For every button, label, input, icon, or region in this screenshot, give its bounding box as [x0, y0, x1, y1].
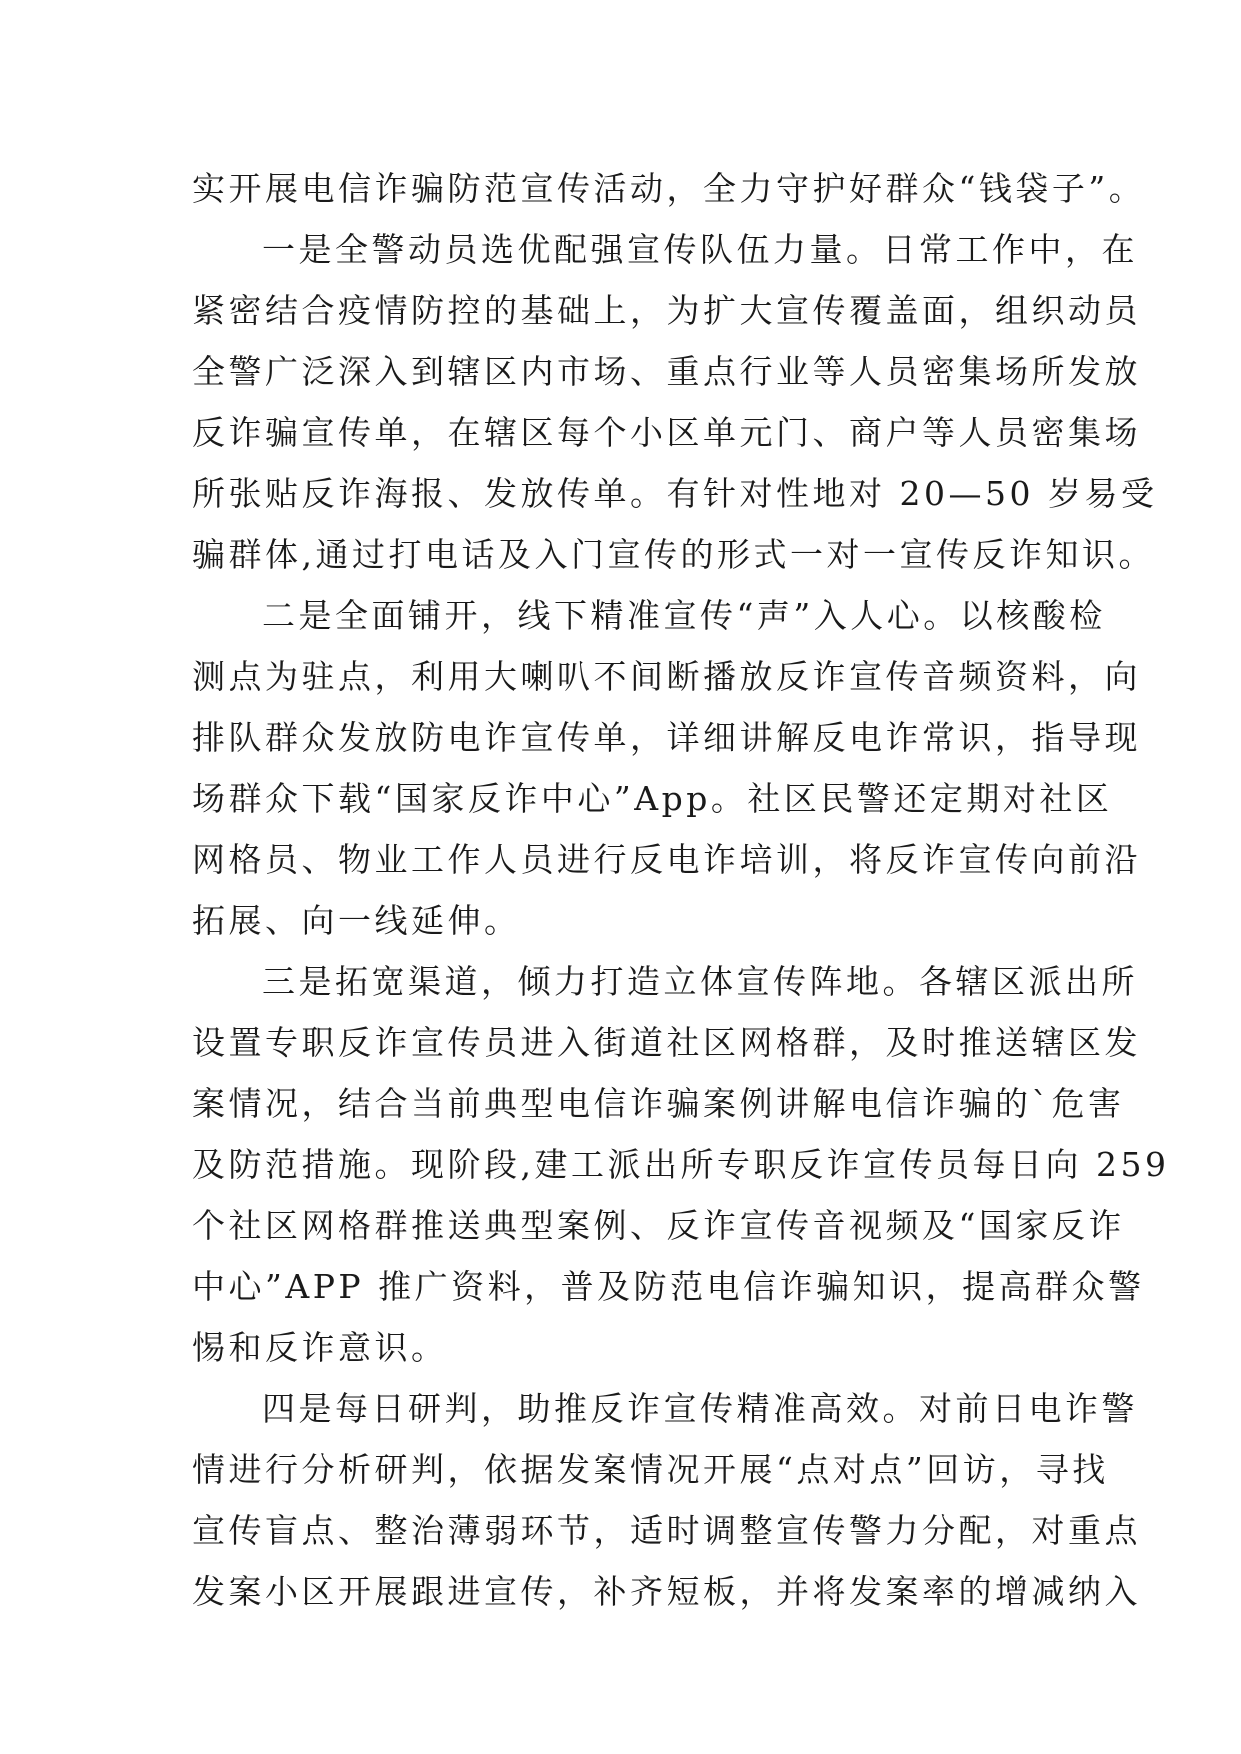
text-line: 反诈骗宣传单，在辖区每个小区单元门、商户等人员密集场	[192, 413, 1141, 452]
text-line: 情进行分析研判，依据发案情况开展“点对点”回访，寻找	[192, 1450, 1109, 1489]
text-line: 实开展电信诈骗防范宣传活动，全力守护好群众“钱袋子”。	[192, 169, 1146, 208]
paragraph-start-line: 二是全面铺开，线下精准宣传“声”入人心。以核酸检	[262, 596, 1106, 635]
text-line: 案情况，结合当前典型电信诈骗案例讲解电信诈骗的`危害	[192, 1084, 1125, 1123]
text-line: 个社区网格群推送典型案例、反诈宣传音视频及“国家反诈	[192, 1206, 1125, 1245]
text-line: 设置专职反诈宣传员进入街道社区网格群，及时推送辖区发	[192, 1023, 1141, 1062]
text-line: 测点为驻点，利用大喇叭不间断播放反诈宣传音频资料，向	[192, 657, 1141, 696]
text-line: 宣传盲点、整治薄弱环节，适时调整宣传警力分配，对重点	[192, 1511, 1141, 1550]
text-line: 全警广泛深入到辖区内市场、重点行业等人员密集场所发放	[192, 352, 1141, 391]
text-line: 场群众下载“国家反诈中心”App。社区民警还定期对社区	[192, 779, 1113, 818]
text-line: 发案小区开展跟进宣传，补齐短板，并将发案率的增减纳入	[192, 1572, 1141, 1611]
paragraph-start-line: 三是拓宽渠道，倾力打造立体宣传阵地。各辖区派出所	[262, 962, 1138, 1001]
text-line: 及防范措施。现阶段,建工派出所专职反诈宣传员每日向 259	[192, 1145, 1170, 1184]
paragraph-start-line: 四是每日研判，助推反诈宣传精准高效。对前日电诈警	[262, 1389, 1138, 1428]
text-line: 网格员、物业工作人员进行反电诈培训，将反诈宣传向前沿	[192, 840, 1141, 879]
body-text	[192, 158, 1170, 1622]
text-line: 紧密结合疫情防控的基础上，为扩大宣传覆盖面，组织动员	[192, 291, 1141, 330]
text-line: 拓展、向一线延伸。	[192, 901, 521, 940]
text-line: 中心”APP 推广资料，普及防范电信诈骗知识，提高群众警	[192, 1267, 1145, 1306]
paragraph-start-line: 一是全警动员选优配强宣传队伍力量。日常工作中，在	[262, 230, 1138, 269]
text-line: 骗群体,通过打电话及入门宣传的形式一对一宣传反诈知识。	[192, 535, 1155, 574]
text-line: 惕和反诈意识。	[192, 1328, 448, 1367]
text-line: 排队群众发放防电诈宣传单，详细讲解反电诈常识，指导现	[192, 718, 1141, 757]
text-line: 所张贴反诈海报、发放传单。有针对性地对 20—50 岁易受	[192, 474, 1158, 513]
